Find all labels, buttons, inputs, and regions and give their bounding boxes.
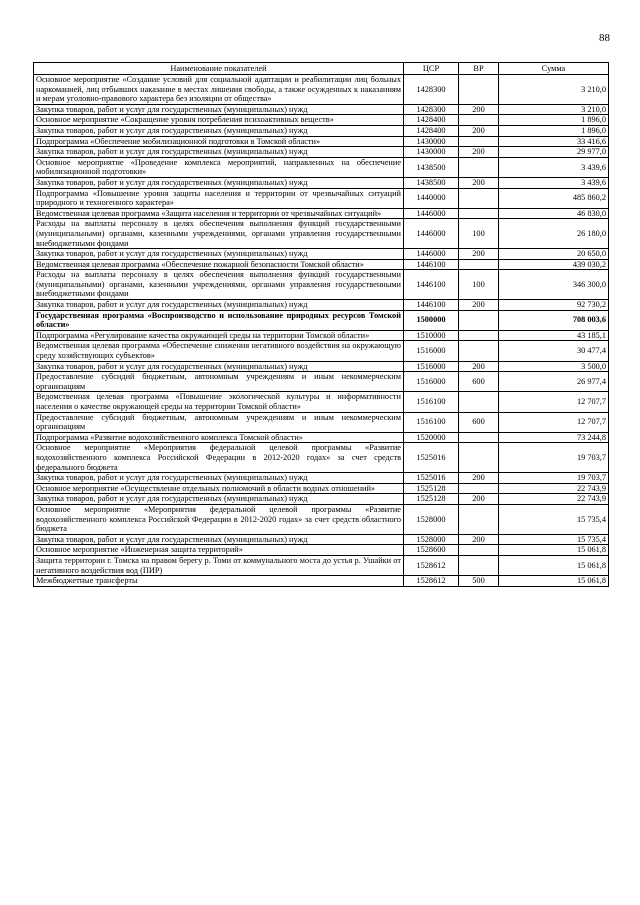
sum-cell: 3 439,6 — [499, 157, 609, 177]
vr-cell — [459, 432, 499, 443]
table-row — [34, 177, 609, 188]
page-number: 88 — [599, 32, 610, 44]
sum-cell: 29 977,0 — [499, 147, 609, 158]
vr-cell — [459, 555, 499, 575]
sum-cell: 33 416,6 — [499, 136, 609, 147]
sum-cell: 12 707,7 — [499, 412, 609, 432]
vr-cell: 200 — [459, 534, 499, 545]
csr-cell: 1500000 — [404, 310, 459, 330]
sum-cell: 15 061,8 — [499, 555, 609, 575]
vr-cell — [459, 259, 499, 270]
vr-cell — [459, 75, 499, 105]
csr-cell: 1446100 — [404, 300, 459, 311]
vr-cell: 600 — [459, 412, 499, 432]
vr-cell: 200 — [459, 494, 499, 505]
vr-cell — [459, 392, 499, 412]
sum-cell: 15 735,4 — [499, 534, 609, 545]
table-row — [34, 545, 609, 556]
name-cell: Закупка товаров, работ и услуг для государственных (муниципальных) нужд — [34, 125, 404, 136]
csr-cell: 1528612 — [404, 555, 459, 575]
sum-cell: 92 730,2 — [499, 300, 609, 311]
csr-cell: 1528600 — [404, 545, 459, 556]
table-row — [34, 219, 609, 249]
table-row — [34, 259, 609, 270]
vr-cell — [459, 341, 499, 361]
csr-cell: 1525128 — [404, 494, 459, 505]
table-row — [34, 270, 609, 300]
table-row — [34, 104, 609, 115]
name-cell: Основное мероприятие «Мероприятия федеральной целевой программы «Развитие водохозяйственного комплекса Российской Федерации в 2012-2020 годах» за счет средств федерального бюджета — [34, 443, 404, 473]
csr-cell: 1446000 — [404, 219, 459, 249]
sum-cell: 15 061,8 — [499, 576, 609, 587]
table-row — [34, 330, 609, 341]
name-cell: Расходы на выплаты персоналу в целях обеспечения выполнения функций государственными (муниципальными) органами, казенными учреждениями, органами управления государственными внебюджетными фондами — [34, 270, 404, 300]
vr-cell — [459, 157, 499, 177]
sum-cell: 22 743,9 — [499, 494, 609, 505]
sum-cell: 3 439,6 — [499, 177, 609, 188]
vr-cell: 200 — [459, 147, 499, 158]
table-row — [34, 494, 609, 505]
vr-cell: 100 — [459, 219, 499, 249]
sum-cell: 26 180,0 — [499, 219, 609, 249]
sum-cell: 708 003,6 — [499, 310, 609, 330]
table-row — [34, 534, 609, 545]
csr-cell: 1428400 — [404, 125, 459, 136]
sum-cell: 485 860,2 — [499, 188, 609, 208]
name-cell: Подпрограмма «Обеспечение мобилизационной подготовки в Томской области» — [34, 136, 404, 147]
sum-cell: 1 896,0 — [499, 125, 609, 136]
header-vr: ВР — [459, 63, 499, 75]
vr-cell — [459, 545, 499, 556]
sum-cell: 20 650,0 — [499, 249, 609, 260]
sum-cell: 3 210,0 — [499, 104, 609, 115]
table-row — [34, 473, 609, 484]
name-cell: Подпрограмма «Развитие водохозяйственного комплекса Томской области» — [34, 432, 404, 443]
table-row — [34, 136, 609, 147]
vr-cell — [459, 136, 499, 147]
name-cell: Расходы на выплаты персоналу в целях обеспечения выполнения функций государственными (муниципальными) органами, казенными учреждениями, органами управления государственными внебюджетными фондами — [34, 219, 404, 249]
csr-cell: 1525016 — [404, 443, 459, 473]
table-row — [34, 341, 609, 361]
sum-cell: 15 061,8 — [499, 545, 609, 556]
table-row — [34, 443, 609, 473]
vr-cell: 200 — [459, 300, 499, 311]
name-cell: Предоставление субсидий бюджетным, автономным учреждениям и иным некоммерческим организациям — [34, 412, 404, 432]
table-row — [34, 555, 609, 575]
name-cell: Основное мероприятие «Осуществление отдельных полномочий в области водных отношений» — [34, 483, 404, 494]
name-cell: Основное мероприятие «Создание условий для социальной адаптации и реабилитации лиц больных наркоманией, лиц отбывших наказание в местах лишения свободы, а также осужденных к наказаниям и мерам уголовно-правового характера без изоляции от общества» — [34, 75, 404, 105]
sum-cell: 26 977,4 — [499, 372, 609, 392]
vr-cell: 200 — [459, 249, 499, 260]
vr-cell — [459, 504, 499, 534]
csr-cell: 1516000 — [404, 341, 459, 361]
sum-cell: 30 477,4 — [499, 341, 609, 361]
name-cell: Закупка товаров, работ и услуг для государственных (муниципальных) нужд — [34, 361, 404, 372]
name-cell: Закупка товаров, работ и услуг для государственных (муниципальных) нужд — [34, 534, 404, 545]
table-row — [34, 147, 609, 158]
vr-cell — [459, 443, 499, 473]
vr-cell: 200 — [459, 177, 499, 188]
csr-cell: 1528000 — [404, 534, 459, 545]
table-row — [34, 576, 609, 587]
csr-cell: 1516000 — [404, 372, 459, 392]
vr-cell — [459, 330, 499, 341]
name-cell: Закупка товаров, работ и услуг для государственных (муниципальных) нужд — [34, 147, 404, 158]
name-cell: Закупка товаров, работ и услуг для государственных (муниципальных) нужд — [34, 300, 404, 311]
sum-cell: 73 244,8 — [499, 432, 609, 443]
name-cell: Закупка товаров, работ и услуг для государственных (муниципальных) нужд — [34, 494, 404, 505]
table-row — [34, 361, 609, 372]
csr-cell: 1446100 — [404, 259, 459, 270]
name-cell: Подпрограмма «Повышение уровня защиты населения и территории от чрезвычайных ситуаций природного и техногенного характера» — [34, 188, 404, 208]
csr-cell: 1440000 — [404, 188, 459, 208]
table-row — [34, 412, 609, 432]
sum-cell: 19 703,7 — [499, 443, 609, 473]
vr-cell — [459, 208, 499, 219]
csr-cell: 1510000 — [404, 330, 459, 341]
name-cell: Ведомственная целевая программа «Защита населения и территории от чрезвычайных ситуаций» — [34, 208, 404, 219]
table-row — [34, 504, 609, 534]
name-cell: Защита территории г. Томска на правом берегу р. Томи от коммунального моста до устья р. Ушайки от негативного воздействия вод (ПИР) — [34, 555, 404, 575]
sum-cell: 346 300,0 — [499, 270, 609, 300]
csr-cell: 1525016 — [404, 473, 459, 484]
vr-cell — [459, 483, 499, 494]
name-cell: Подпрограмма «Регулирование качества окружающей среды на территории Томской области» — [34, 330, 404, 341]
name-cell: Закупка товаров, работ и услуг для государственных (муниципальных) нужд — [34, 249, 404, 260]
vr-cell: 100 — [459, 270, 499, 300]
header-csr: ЦСР — [404, 63, 459, 75]
csr-cell: 1446100 — [404, 270, 459, 300]
sum-cell: 3 500,0 — [499, 361, 609, 372]
table-row — [34, 249, 609, 260]
name-cell: Основное мероприятие «Проведение комплекса мероприятий, направленных на обеспечение мобилизационной подготовки» — [34, 157, 404, 177]
header-name: Наименование показателей — [34, 63, 404, 75]
csr-cell: 1430000 — [404, 136, 459, 147]
csr-cell: 1516100 — [404, 412, 459, 432]
table-row — [34, 483, 609, 494]
name-cell: Ведомственная целевая программа «Обеспечение пожарной безопасности Томской области» — [34, 259, 404, 270]
header-sum: Сумма — [499, 63, 609, 75]
table-row — [34, 310, 609, 330]
table-row — [34, 208, 609, 219]
table-row — [34, 157, 609, 177]
budget-table — [33, 62, 609, 587]
csr-cell: 1428300 — [404, 104, 459, 115]
vr-cell: 200 — [459, 125, 499, 136]
name-cell: Ведомственная целевая программа «Повышение экологической культуры и информативности населения о качестве окружающей среды на территории Томской области» — [34, 392, 404, 412]
sum-cell: 1 896,0 — [499, 115, 609, 126]
csr-cell: 1430000 — [404, 147, 459, 158]
csr-cell: 1446000 — [404, 208, 459, 219]
vr-cell: 600 — [459, 372, 499, 392]
name-cell: Предоставление субсидий бюджетным, автономным учреждениям и иным некоммерческим организациям — [34, 372, 404, 392]
csr-cell: 1528612 — [404, 576, 459, 587]
name-cell: Закупка товаров, работ и услуг для государственных (муниципальных) нужд — [34, 104, 404, 115]
csr-cell: 1446000 — [404, 249, 459, 260]
vr-cell — [459, 310, 499, 330]
sum-cell: 15 735,4 — [499, 504, 609, 534]
vr-cell — [459, 115, 499, 126]
name-cell: Ведомственная целевая программа «Обеспечение снижения негативного воздействия на окружающую среду хозяйствующих субъектов» — [34, 341, 404, 361]
csr-cell: 1438500 — [404, 157, 459, 177]
vr-cell — [459, 188, 499, 208]
csr-cell: 1428300 — [404, 75, 459, 105]
csr-cell: 1516100 — [404, 392, 459, 412]
csr-cell: 1428400 — [404, 115, 459, 126]
csr-cell: 1525128 — [404, 483, 459, 494]
table-header-row — [34, 63, 609, 75]
name-cell: Основное мероприятие «Инженерная защита территорий» — [34, 545, 404, 556]
sum-cell: 19 703,7 — [499, 473, 609, 484]
table-row — [34, 125, 609, 136]
table-row — [34, 392, 609, 412]
name-cell: Закупка товаров, работ и услуг для государственных (муниципальных) нужд — [34, 177, 404, 188]
table-row — [34, 115, 609, 126]
sum-cell: 43 185,1 — [499, 330, 609, 341]
vr-cell: 200 — [459, 104, 499, 115]
vr-cell: 200 — [459, 473, 499, 484]
table-row — [34, 75, 609, 105]
table-row — [34, 188, 609, 208]
name-cell: Основное мероприятие «Сокращение уровня потребления психоактивных веществ» — [34, 115, 404, 126]
sum-cell: 22 743,9 — [499, 483, 609, 494]
sum-cell: 3 210,0 — [499, 75, 609, 105]
vr-cell: 500 — [459, 576, 499, 587]
name-cell: Межбюджетные трансферты — [34, 576, 404, 587]
name-cell: Государственная программа «Воспроизводство и использование природных ресурсов Томской области» — [34, 310, 404, 330]
csr-cell: 1520000 — [404, 432, 459, 443]
table-row — [34, 372, 609, 392]
name-cell: Основное мероприятие «Мероприятия федеральной целевой программы «Развитие водохозяйственного комплекса Российской Федерации в 2012-2020 годах» за счет средств областного бюджета — [34, 504, 404, 534]
name-cell: Закупка товаров, работ и услуг для государственных (муниципальных) нужд — [34, 473, 404, 484]
table-row — [34, 432, 609, 443]
sum-cell: 12 707,7 — [499, 392, 609, 412]
csr-cell: 1438500 — [404, 177, 459, 188]
sum-cell: 46 830,0 — [499, 208, 609, 219]
csr-cell: 1528000 — [404, 504, 459, 534]
table-row — [34, 300, 609, 311]
csr-cell: 1516000 — [404, 361, 459, 372]
vr-cell: 200 — [459, 361, 499, 372]
sum-cell: 439 030,2 — [499, 259, 609, 270]
